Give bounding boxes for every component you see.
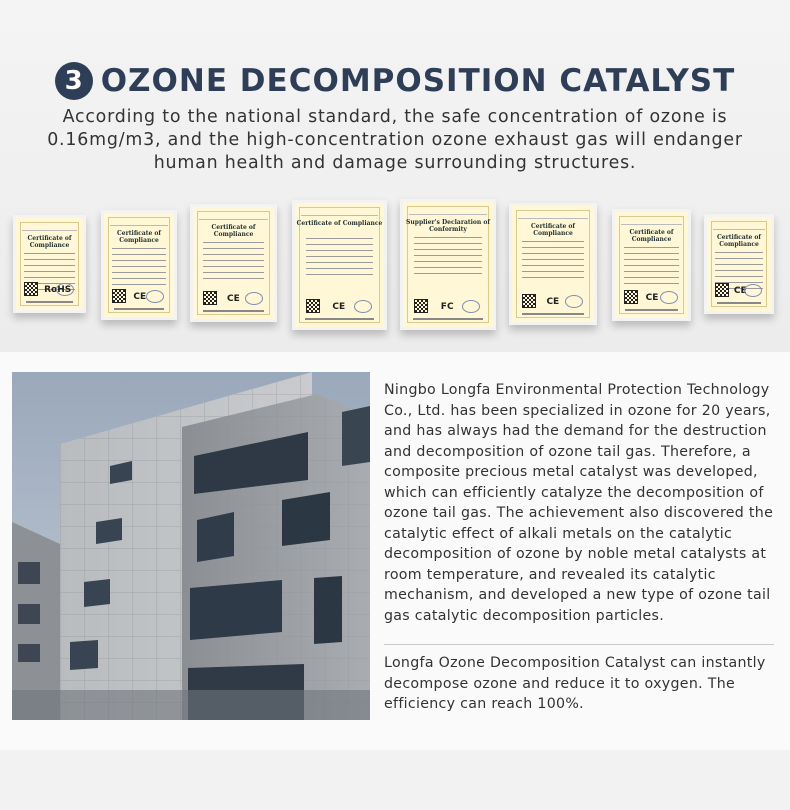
certificate-image [190, 204, 277, 322]
certificate-image [509, 203, 597, 325]
certificate-image [704, 214, 774, 314]
certificate-title: Certificate of Compliance [296, 220, 383, 227]
certificate-mark: FC [440, 302, 454, 312]
certificate-mark: CE [227, 294, 240, 304]
section-title: OZONE DECOMPOSITION CATALYST [100, 63, 736, 99]
certificate-mark: CE [733, 286, 747, 296]
product-summary: Longfa Ozone Decomposition Catalyst can instantly decompose ozone and reduce it to oxygen. The efficiency can reach 100%. [384, 655, 766, 712]
company-building-photo [12, 372, 370, 720]
certificate-mark: CE [645, 293, 659, 303]
certificate-image [292, 200, 387, 330]
certificate-image [400, 199, 496, 330]
section-divider [384, 644, 774, 645]
section-number-badge: 3 [55, 62, 93, 100]
footer-band [0, 750, 790, 810]
certificate-mark: RoHS [44, 285, 72, 295]
certificate-title: Certificate of Compliance [117, 230, 161, 244]
certificate-title: Certificate of Compliance [27, 235, 72, 249]
certificate-gallery [0, 0, 790, 352]
certificate-mark: CE [133, 292, 147, 302]
certificate-title: Certificate of Compliance [717, 234, 761, 248]
certificate-image [612, 209, 691, 321]
certificate-mark: CE [546, 297, 560, 307]
certificate-title: Certificate of Compliance [629, 229, 674, 243]
certificate-title: Certificate of Compliance [531, 223, 575, 237]
certificate-title: Supplier's Declaration of Conformity [406, 219, 490, 233]
intro-text: According to the national standard, the safe concentration of ozone is 0.16mg/m3, and the high-concentration ozone exhaust gas will endanger human health and damage surrounding structures. [47, 107, 743, 173]
certificate-mark: CE [332, 302, 346, 312]
certificate-title: Certificate of Compliance [211, 224, 256, 238]
certificate-image [13, 215, 86, 313]
certificate-image [101, 210, 177, 320]
company-description: Ningbo Longfa Environmental Protection Technology Co., Ltd. has been specialized in ozone for 20 years, and has always had the demand for the destruction and decomposition of ozone tail gas. Therefore, a composite precious metal catalyst was developed, which can efficiently catalyze the decomposition of ozone tail gas. The achievement also discovered the catalytic effect of alkali metals on the catalytic decomposition of ozone by noble metal catalysts at room temperature, and revealed its catalytic mechanism, and developed a new type of ozone tail gas catalytic decomposition particles. [384, 382, 774, 624]
